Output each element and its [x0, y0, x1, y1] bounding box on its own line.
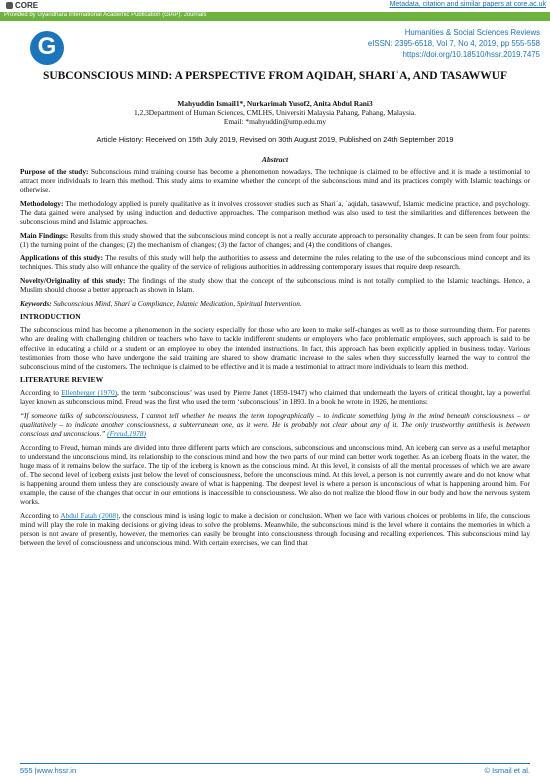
journal-name: Humanities & Social Sciences Reviews [404, 28, 540, 37]
abstract-novelty: Novelty/Originality of this study: The findings of the study show that the concept of the subconscious mind is not totally complied to the Islamic teachings. Hence, a Muslim should choose a better approach as shown in Islam. [20, 275, 530, 295]
footer-page-site: 555 |www.hssr.in [20, 766, 77, 775]
journal-issn: eISSN: 2395-6518, Vol 7, No 4, 2019, pp 555-558 [367, 39, 540, 48]
ref-freud-link[interactable]: (Freud,1978) [107, 429, 146, 439]
literature-paragraph-1: According to Ellenberger (1970), the term ‘subconscious’ was used by Pierre Janet (1859-1947) who claimed that underneath the layers of critical thought, lay a powerful layer known as subconscious mind. Freud was the first who used the term ‘subconscious’ in 1893. In a book he wrote in 1926, he mentions: [20, 388, 531, 407]
provided-by-text[interactable]: Provided by Gyandhara International Academic Publication (GIAP): Journals [4, 12, 207, 18]
abstract-methodology: Methodology: The methodology applied is purely qualitative as it involves crossover studies such as Shariʿa, ʿaqidah, tasawwuf, Islamic medicine practice, and psychology. The data gained were analysed by using induction and deductive approaches. The comparison method was also used to test the similarities and differences between the subconscious mind and Islamic approaches. [20, 198, 530, 226]
keywords: Keywords: Subconscious Mind, Shariʿa Compliance, Islamic Medication, Spiritual Intervention. [20, 298, 302, 308]
core-metadata-link[interactable]: Metadata, citation and similar papers at core.ac.uk [389, 1, 546, 8]
journal-doi[interactable]: https://doi.org/10.18510/hssr.2019.7475 [402, 50, 540, 59]
paper-title: SUBCONSCIOUS MIND: A PERSPECTIVE FROM AQIDAH, SHARIʿA, AND TASAWWUF [42, 70, 508, 82]
core-logo-icon [6, 2, 13, 9]
abstract-heading: Abstract [261, 155, 289, 164]
authors: Mahyuddin Ismail1*, Nurkarimah Yusof2, Anita Abdul Rani3 [177, 99, 373, 108]
affiliation: 1,2,3Department of Human Sciences, CMLHS, Universiti Malaysia Pahang, Pahang, Malaysia. [133, 108, 417, 117]
core-logo[interactable]: CORE [6, 1, 38, 10]
paper-body [20, 167, 530, 552]
abstract-applications: Applications of this study: The results of this study will help the authorities to assess and determine the rules relating to the use of the subconscious mind concept and its techniques. This study also will enhance the quality of the service of religious authorities in addressing contemporary issues that require deep research. [20, 253, 530, 272]
email: Email: *mahyuddin@ump.edu.my [223, 117, 327, 126]
introduction-paragraph: The subconscious mind has become a phenomenon in the society especially for those who are keen to make self-changes as well as to those surrounding them. For parents who are dealing with challenging children or teachers who have to tackle indifferent students or employers who face problematic employees, such approach is said to be effective in educating a child or a student or an employee to obey the intended instructions. In fact, this approach has been explicitly applied in business today. Various testimonies from those who have undergone the said training are shared to show dramatic increase to the sales when they successfully learned the way to control the subconscious mind of the customers. The technique is claimed to be effective and it is made a testimonial to attract more individuals to learn this method. [20, 325, 530, 371]
ref-ellenberger-link[interactable]: Ellenberger (1970) [61, 388, 118, 398]
abstract-findings: Main Findings: Results from this study showed that the subconscious mind concept is not a really accurate approach to personality changes. It can be seen from four points: (1) the turning point of the changes; (2) the mechanism of changes; (3) the factor of changes; and (4) the conditions of changes. [20, 230, 530, 249]
literature-paragraph-2: According to Freud, human minds are divided into three different parts which are conscious, subconscious and unconscious mind. An iceberg can serve as a useful metaphor to understand the unconscious mind, its relationship to the conscious mind and how the two parts of our mind can better work together. As an iceberg floats in the water, the huge mass of it remains below the surface. The tip of the iceberg is known as the conscious mind. At this level, it consists of all the mental processes of which we are aware of. The second level of iceberg exists just below the level of consciousness, before the unconscious mind. At this level, a person is not currently aware and do not know what is happening around them unless they are consciously aware of what is happening. The deepest level is where a person is unconscious of what is happening around him. For example, the cause of the changes that occur in our emotions is inaccessible to consciousness. We also do not realize the blood flow in our body and how the nervous system works. [20, 442, 530, 507]
article-history: Article History: Received on 15th July 2019, Revised on 30th August 2019, Published on 24th September 2019 [96, 135, 454, 144]
literature-paragraph-3: According to Abdul Fatah (2008), the conscious mind is using logic to make a decision or conclusion. When we face with various choices or problems in life, the conscious mind will play the role in making decisions or giving ideas to solve the problems. Meanwhile, the subconscious mind is the level where it contains the memories in which a person is not aware of presently, however, the memories can easily be brought into consciousness through focusing and recalling experiences. This subconscious mind lay between the level of consciousness and unconscious mind. With certain exercises, we can find that [20, 511, 530, 548]
author-block [20, 99, 530, 126]
footer-copyright: © Ismail et al. [484, 766, 530, 775]
literature-review-heading: LITERATURE REVIEW [20, 375, 104, 385]
provided-by-bar [0, 12, 550, 21]
journal-info [368, 27, 540, 60]
ref-abdul-fatah-link[interactable]: Abdul Fatah (2008) [60, 511, 119, 520]
freud-quote: “If someone talks of subconsciousness, I cannot tell whether he means the term topographically – to indicate something lying in the mind beneath consciousness – or qualitatively – to indicate another consciousness, a subterranean one, as it were. He is probably not clear about any of it. The only trustworthy antithesis is between conscious and unconscious.” (Freud,1978) [20, 411, 530, 439]
page-footer [0, 763, 550, 777]
footer-rule [20, 763, 530, 764]
introduction-heading: INTRODUCTION [20, 312, 81, 322]
core-header [0, 0, 550, 12]
abstract-purpose: Purpose of the study: Subconscious mind training course has become a phenomenon nowadays. The technique is claimed to be effective and it is made a testimonial to attract more individuals to learn this method. This study aims to examine whether the concept of the subconscious mind and its practices comply with Islamic teachings or otherwise. [20, 167, 530, 195]
journal-logo-icon: G [30, 31, 64, 65]
